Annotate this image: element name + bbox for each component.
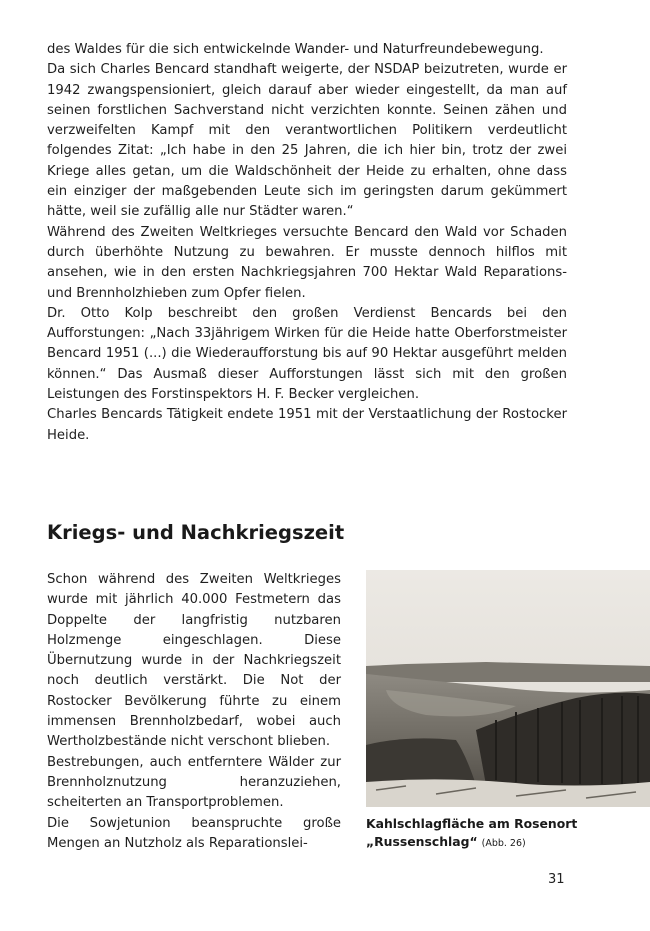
paragraph: Bestrebungen, auch entferntere Wälder zur Brennholznutzung heranzuziehen, scheiterten an Transportproblemen.	[47, 754, 341, 811]
body-text-top	[47, 40, 567, 446]
paragraph: Da sich Charles Bencard standhaft weigerte, der NSDAP beizutreten, wurde er 1942 zwangspensioniert, gleich darauf aber wieder eingestellt, da man auf seinen forstlichen Sachverstand nicht verzichten konnte. Seinen zähen und verzweifelten Kampf mit den verantwortlichen Politikern verdeutlicht folgendes Zitat: „Ich habe in den 25 Jahren, die ich hier bin, trotz der zwei Kriege alles getan, um die Waldschönheit der Heide zu erhalten, ohne dass ein einziger der maßgebenden Leute sich im geringsten darum gekümmert hätte, weil sie zufällig alle nur Städter waren.“	[47, 62, 567, 220]
clearcut-landscape-image	[366, 570, 650, 807]
historic-photo	[366, 570, 650, 807]
body-text-column	[47, 570, 341, 854]
caption-title: Kahlschlagfläche am Rosenort	[366, 816, 578, 831]
figure-reference: (Abb. 26)	[481, 838, 526, 849]
paragraph: Charles Bencards Tätigkeit endete 1951 mit der Verstaatlichung der Rostocker Heide.	[47, 407, 567, 443]
paragraph: Während des Zweiten Weltkrieges versuchte Bencard den Wald vor Schaden durch überhöhte Nutzung zu bewahren. Er musste dennoch hilflos mit ansehen, wie in den ersten Nachkriegsjahren 700 Hektar Wald Reparations- und Brennholzhieben zum Opfer fielen.	[47, 224, 567, 301]
section-heading: Kriegs- und Nachkriegszeit	[47, 521, 345, 544]
paragraph: Schon während des Zweiten Weltkrieges wurde mit jährlich 40.000 Festmetern das Doppelte der langfristig nutzbaren Holzmenge eingeschlagen. Diese Übernutzung wurde in der Nachkriegszeit noch deutlich verstärkt. Die Not der Rostocker Bevölkerung führte zu einem immensen Brennholzbedarf, wobei auch Wertholzbestände nicht verschont blieben.	[47, 572, 341, 750]
page-number: 31	[548, 872, 565, 887]
figure-caption	[366, 815, 650, 853]
caption-name: „Russenschlag“	[366, 834, 478, 849]
paragraph: Die Sowjetunion beanspruchte große Mengen an Nutzholz als Reparationslei-	[47, 815, 341, 851]
caption-subtitle-line	[366, 833, 650, 853]
paragraph: des Waldes für die sich entwickelnde Wander- und Naturfreundebewegung.	[47, 42, 544, 57]
paragraph: Dr. Otto Kolp beschreibt den großen Verdienst Bencards bei den Aufforstungen: „Nach 33jährigem Wirken für die Heide hatte Oberforstmeister Bencard 1951 (...) die Wiederaufforstung bis auf 90 Hektar ausgeführt melden können.“ Das Ausmaß dieser Aufforstungen lässt sich mit den großen Leistungen des Forstinspektors H. F. Becker vergleichen.	[47, 305, 567, 403]
